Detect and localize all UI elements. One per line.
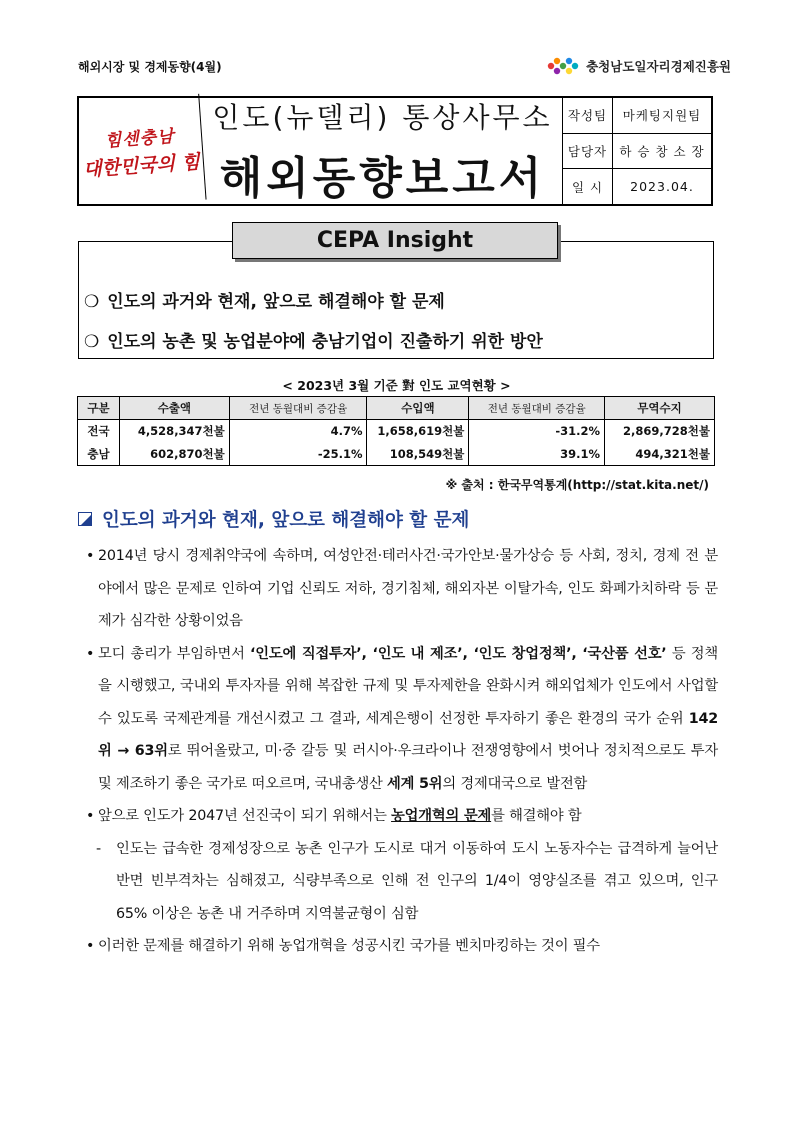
paragraph: [86, 800, 718, 833]
table-source: ※ 출처 : 한국무역통계(http://stat.kita.net/): [445, 478, 709, 492]
column-header: 수입액: [367, 397, 469, 420]
table-cell: -31.2%: [469, 420, 605, 443]
table-cell: 602,870천불: [119, 443, 229, 466]
cepa-title: CEPA Insight: [232, 222, 558, 259]
table-cell: 2,869,728천불: [605, 420, 715, 443]
section-square-icon: [78, 512, 92, 526]
bullet-icon: •: [86, 645, 95, 662]
emphasis-text: 142위 → 63위: [98, 710, 718, 759]
meta-key: 담당자: [563, 134, 613, 169]
slogan-line-1: 힘센충남: [104, 126, 176, 152]
column-header: 무역수지: [605, 397, 715, 420]
table-cell: 충남: [78, 443, 120, 466]
org-name: 충청남도일자리경제진흥원: [586, 59, 731, 74]
office-title: 인도(뉴델리) 통상사무소: [212, 101, 553, 134]
circle-bullet-icon: ❍: [84, 332, 100, 352]
meta-value: 마케팅지원팀: [622, 108, 702, 124]
column-header: 전년 동월대비 증감율: [229, 397, 367, 420]
trade-table-title: < 2023년 3월 기준 對 인도 교역현황 >: [282, 378, 511, 393]
meta-table: [563, 98, 711, 204]
section-heading-text: 인도의 과거와 현재, 앞으로 해결해야 할 문제: [102, 510, 470, 531]
table-cell: 전국: [78, 420, 120, 443]
dash-icon: -: [96, 840, 101, 857]
table-header-row: [78, 397, 715, 420]
table-row: [78, 420, 715, 443]
paragraph-text: 등 정책을 시행했고, 국내외 투자자를 위해 복잡한 규제 및 투자제한을 완화시켜 해외업체가 인도에서 사업할 수 있도록 국제관계를 개선시켰고 그 결과, 세계은행이 선정한 투자하기 좋은 환경의 국가 순위: [98, 645, 718, 727]
paragraph-text: 모디 총리가 부임하면서: [98, 645, 251, 662]
paragraph-text: 의 경제대국으로 발전함: [442, 775, 588, 792]
meta-key: 작성팀: [563, 98, 613, 133]
emphasis-text: ‘인도에 직접투자’, ‘인도 내 제조’, ‘인도 창업정책’, ‘국산품 선호’: [250, 645, 667, 662]
cepa-item-text: 인도의 과거와 현재, 앞으로 해결해야 할 문제: [107, 292, 445, 312]
emphasis-text: 농업개혁의 문제: [391, 808, 492, 824]
meta-key: 일 시: [563, 169, 613, 204]
table-row: [78, 443, 715, 466]
trade-table: [77, 396, 715, 466]
section-body: [86, 540, 718, 963]
paragraph-text: 2014년 당시 경제취약국에 속하며, 여성안전·테러사건·국가안보·물가상승 등 사회, 정치, 경제 전 분야에서 많은 문제로 인하여 기업 신뢰도 저하, 경기침체, 해외자본 이탈가속, 인도 화폐가치하락 등 문제가 심각한 상황이었음: [98, 548, 718, 629]
slogan-line-2: 대한민국의 힘: [82, 150, 201, 182]
circle-bullet-icon: ❍: [84, 292, 100, 312]
paragraph-text: 를 해결해야 함: [491, 808, 582, 824]
table-cell: 1,658,619천불: [367, 420, 469, 443]
table-cell: 494,321천불: [605, 443, 715, 466]
paragraph: [86, 930, 718, 963]
sub-paragraph: [86, 833, 718, 931]
emphasis-text: 세계 5위: [387, 775, 443, 792]
section-heading: [78, 506, 469, 532]
document-series-label: 해외시장 및 경제동향(4월): [78, 60, 222, 74]
cepa-item: [84, 282, 543, 322]
report-title: 해외동향보고서: [219, 153, 546, 204]
cepa-item: [84, 322, 543, 362]
bullet-icon: •: [86, 548, 95, 564]
meta-value: 하 승 창 소 장: [619, 144, 705, 159]
column-header: 전년 동월대비 증감율: [469, 397, 605, 420]
column-header: 수출액: [119, 397, 229, 420]
bullet-icon: •: [86, 808, 95, 824]
table-cell: 39.1%: [469, 443, 605, 466]
table-cell: 108,549천불: [367, 443, 469, 466]
meta-row-date: [563, 169, 711, 204]
paragraph-text: 앞으로 인도가 2047년 선진국이 되기 위해서는: [98, 808, 392, 824]
column-header: 구분: [78, 397, 120, 420]
paragraph-text: 인도는 급속한 경제성장으로 농촌 인구가 도시로 대거 이동하여 도시 노동자수는 급격하게 늘어난 반면 빈부격차는 심해졌고, 식량부족으로 인해 전 인구의 1/4이 영양실조를 겪고 있으며, 인구 65% 이상은 농촌 내 거주하며 지역불균형이 심함: [116, 840, 718, 922]
org-logo-icon: [546, 56, 580, 76]
paragraph: [86, 540, 718, 638]
paragraph-text: 로 뛰어올랐고, 미·중 갈등 및 러시아·우크라이나 전쟁영향에서 벗어나 정치적으로도 투자 및 제조하기 좋은 국가로 떠오르며, 국내총생산: [98, 743, 718, 792]
meta-value: 2023.04.: [630, 179, 694, 195]
paragraph: [86, 638, 718, 801]
org-branding: [546, 56, 731, 76]
report-header: [77, 96, 713, 206]
table-cell: -25.1%: [229, 443, 367, 466]
header-title-block: [203, 98, 563, 204]
table-cell: 4,528,347천불: [119, 420, 229, 443]
meta-row-team: [563, 98, 711, 134]
paragraph-text: 이러한 문제를 해결하기 위해 농업개혁을 성공시킨 국가를 벤치마킹하는 것이 필수: [98, 938, 600, 954]
cepa-item-text: 인도의 농촌 및 농업분야에 충남기업이 진출하기 위한 방안: [107, 332, 543, 352]
table-cell: 4.7%: [229, 420, 367, 443]
slogan-logo: [75, 94, 206, 208]
cepa-items: [84, 282, 543, 362]
bullet-icon: •: [86, 938, 95, 954]
meta-row-author: [563, 134, 711, 170]
